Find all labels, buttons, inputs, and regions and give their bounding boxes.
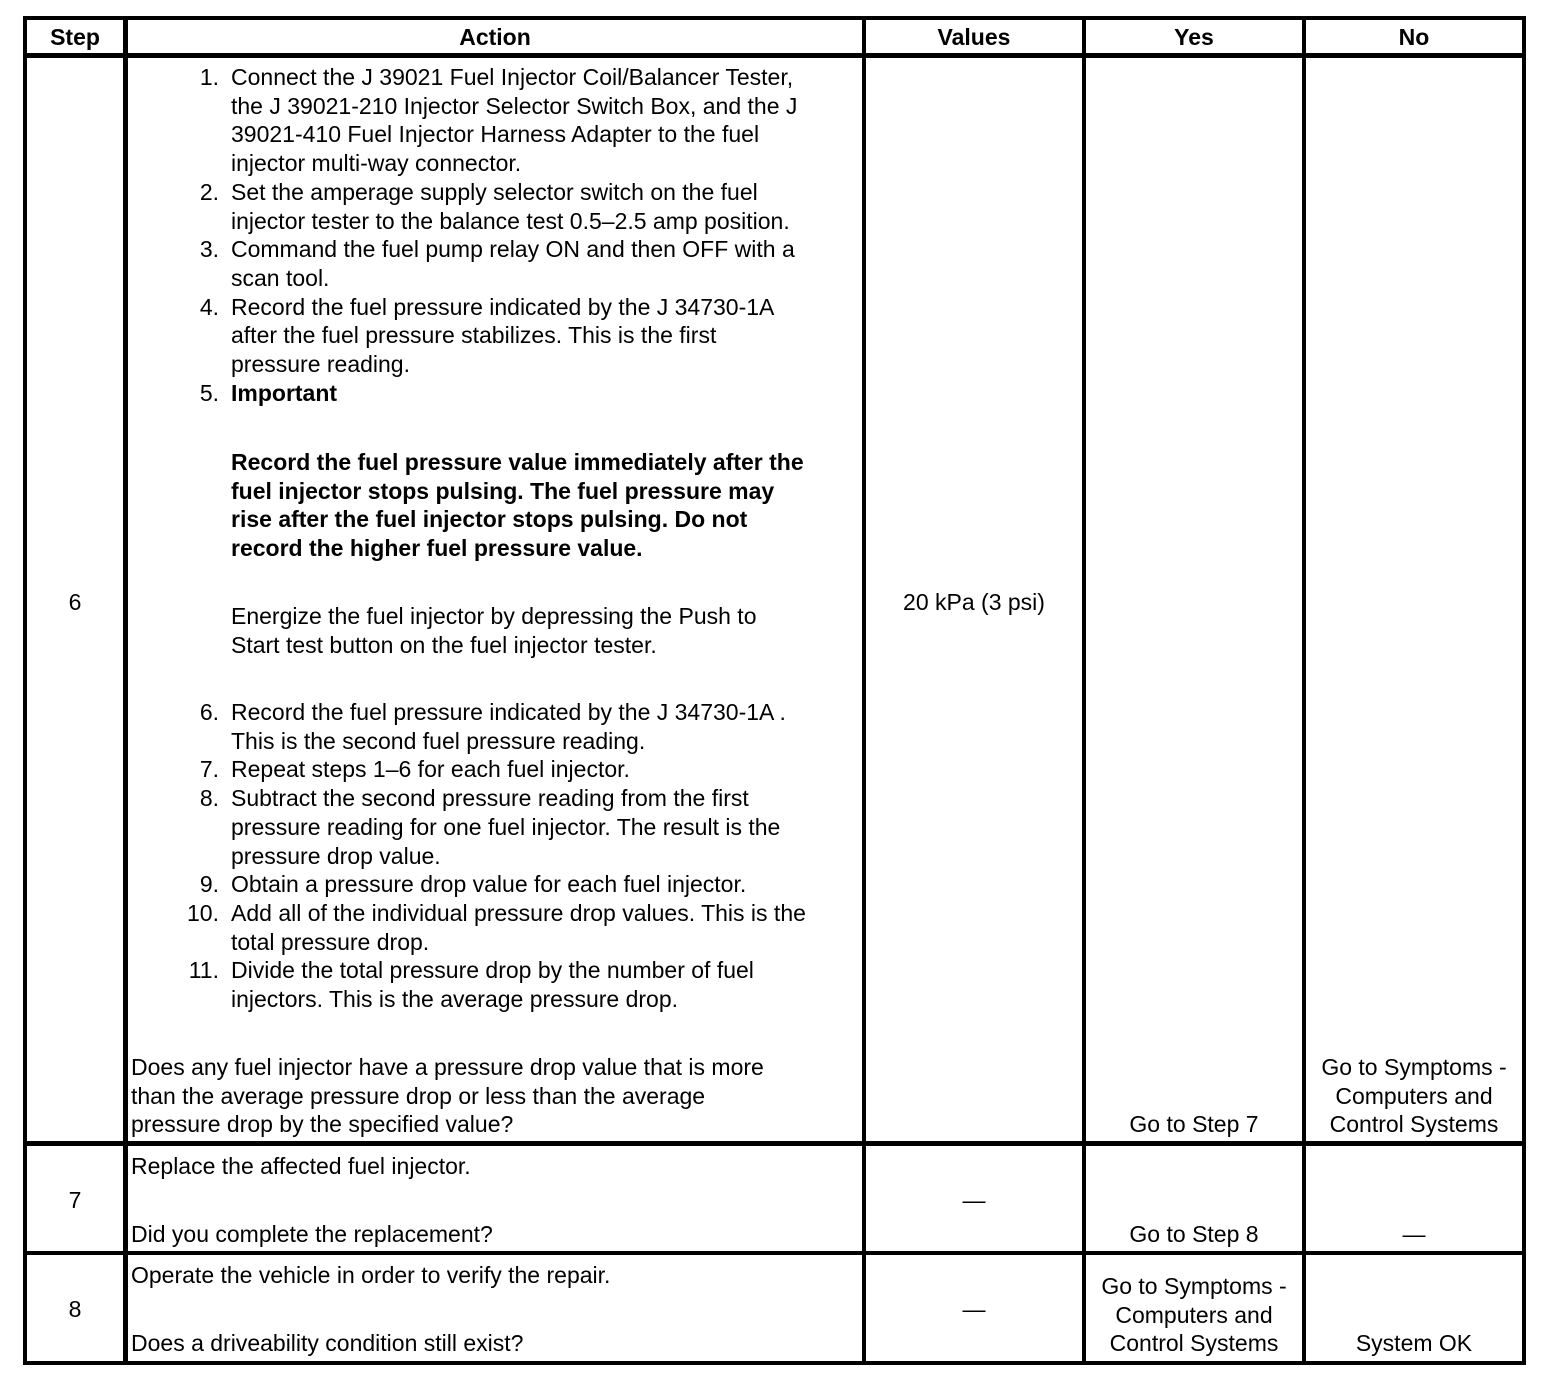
list-item-text: scan tool. <box>231 264 330 291</box>
list-number: 9. <box>199 871 219 898</box>
list-item-text: pressure reading. <box>231 351 410 377</box>
list-item-text: Start test button on the fuel injector tester. <box>231 631 657 658</box>
important-note: record the higher fuel pressure value. <box>231 535 643 562</box>
list-item-text: injector tester to the balance test 0.5–2.5 amp position. <box>231 207 790 234</box>
no-result: — <box>1402 1221 1426 1247</box>
header-step: Step <box>50 24 100 50</box>
list-item-text: 39021-410 Fuel Injector Harness Adapter to the fuel <box>231 121 760 148</box>
list-number: 1. <box>199 64 219 90</box>
column-divider <box>1522 16 1526 1365</box>
no-result-line: Go to Symptoms - <box>1321 1054 1507 1080</box>
step-number: 6 <box>68 589 82 615</box>
column-divider <box>1082 16 1086 1365</box>
no-result <box>1306 1053 1522 1139</box>
column-divider <box>862 16 866 1365</box>
column-divider <box>23 16 27 1365</box>
row7-question: Did you complete the replacement? <box>131 1221 493 1247</box>
list-item-text: This is the second fuel pressure reading. <box>231 727 646 754</box>
list-item-text: Record the fuel pressure indicated by the J 34730-1A <box>231 293 775 320</box>
list-item-text: Divide the total pressure drop by the number of fuel <box>231 957 754 984</box>
list-item-text: Obtain a pressure drop value for each fuel injector. <box>231 871 747 898</box>
list-number: 5. <box>199 379 219 406</box>
row8-question: Does a driveability condition still exist? <box>131 1330 524 1356</box>
list-number: 10. <box>187 899 219 926</box>
diagnostic-question: pressure drop by the specified value? <box>131 1111 514 1138</box>
header-values: Values <box>937 24 1011 50</box>
important-note: fuel injector stops pulsing. The fuel pressure may <box>231 477 775 504</box>
row8-action: Operate the vehicle in order to verify the repair. <box>131 1262 611 1288</box>
no-result: System OK <box>1355 1330 1473 1356</box>
list-item-text: Subtract the second pressure reading from the first <box>231 785 749 812</box>
list-item-text: total pressure drop. <box>231 928 430 955</box>
list-item-text: after the fuel pressure stabilizes. This is the first <box>231 322 717 349</box>
list-number: 11. <box>188 957 219 984</box>
yes-result <box>1086 1272 1302 1358</box>
list-number: 6. <box>199 699 219 725</box>
yes-result: Go to Step 8 <box>1129 1221 1259 1247</box>
important-note: Record the fuel pressure value immediately after the <box>231 449 804 475</box>
list-item-text: the J 39021-210 Injector Selector Switch Box, and the J <box>231 92 798 119</box>
list-number: 8. <box>199 785 219 812</box>
list-item-text: injector multi-way connector. <box>231 150 522 177</box>
list-item-text: Record the fuel pressure indicated by the J 34730-1A . <box>231 699 786 725</box>
yes-result: Go to Step 7 <box>1129 1111 1259 1137</box>
specified-value: — <box>962 1296 986 1322</box>
important-note: rise after the fuel injector stops pulsing. Do not <box>231 506 748 533</box>
list-item-text: pressure reading for one fuel injector. The result is the <box>231 813 781 840</box>
list-item-text: pressure drop value. <box>231 842 441 869</box>
column-divider <box>1302 16 1306 1365</box>
list-item-text: Add all of the individual pressure drop values. This is the <box>231 899 806 926</box>
list-item-text: Command the fuel pump relay ON and then OFF with a <box>231 236 795 263</box>
step-number: 8 <box>68 1296 82 1322</box>
header-no: No <box>1398 24 1430 50</box>
specified-value: 20 kPa (3 psi) <box>903 589 1045 615</box>
list-item-text: Connect the J 39021 Fuel Injector Coil/Balancer Tester, <box>231 64 794 90</box>
list-number: 7. <box>199 756 219 783</box>
list-number: 2. <box>199 178 219 205</box>
yes-result-line: Control Systems <box>1109 1330 1279 1357</box>
yes-result-line: Go to Symptoms - <box>1101 1273 1287 1299</box>
list-item-text: injectors. This is the average pressure drop. <box>231 986 679 1012</box>
step-number: 7 <box>68 1187 82 1213</box>
list-item-text: Set the amperage supply selector switch on the fuel <box>231 178 758 205</box>
header-action: Action <box>459 24 531 50</box>
header-yes: Yes <box>1174 24 1214 50</box>
diagnostic-question: than the average pressure drop or less than the average <box>131 1082 706 1109</box>
diagnostic-question: Does any fuel injector have a pressure drop value that is more <box>131 1054 764 1080</box>
table-border-bottom <box>23 1361 1526 1365</box>
list-item-text: Energize the fuel injector by depressing the Push to <box>231 603 757 629</box>
list-number: 3. <box>199 236 219 263</box>
diagnostic-table <box>23 16 1526 1365</box>
no-result-line: Computers and <box>1335 1082 1493 1109</box>
specified-value: — <box>962 1187 986 1213</box>
row6-action-cell <box>128 16 862 1141</box>
list-number: 4. <box>199 293 219 320</box>
row7-action: Replace the affected fuel injector. <box>131 1153 471 1179</box>
list-item-text: Repeat steps 1–6 for each fuel injector. <box>231 756 630 783</box>
row-divider <box>23 1141 1526 1146</box>
list-item-text: Important <box>231 379 338 406</box>
no-result-line: Control Systems <box>1329 1111 1499 1138</box>
row-divider <box>23 1251 1526 1255</box>
yes-result-line: Computers and <box>1115 1301 1273 1328</box>
